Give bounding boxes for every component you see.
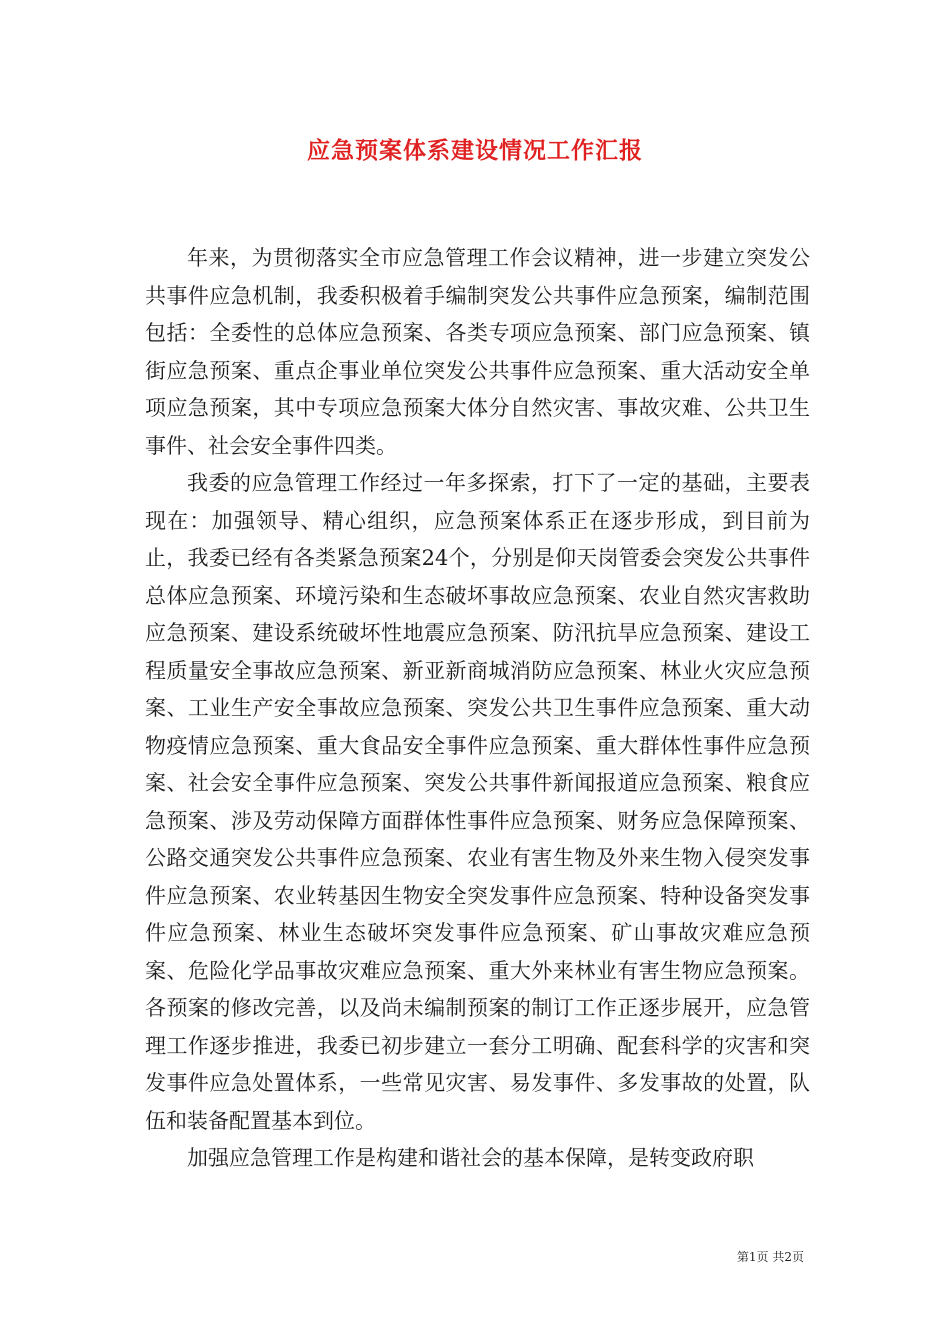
document-title: 应急预案体系建设情况工作汇报	[307, 137, 643, 164]
page-number-footer: 第1页 共2页	[736, 1250, 804, 1264]
paragraph-2: 我委的应急管理工作经过一年多探索，打下了一定的基础，主要表现在：加强领导、精心组织，应急预案体系正在逐步形成，到目前为止，我委已经有各类紧急预案24个，分别是仰天岗管委会突发公共事件总体应急预案、环境污染和生态破坏事故应急预案、农业自然灾害救助应急预案、建设系统破坏性地震应急预案、防汛抗旱应急预案、建设工程质量安全事故应急预案、新亚新商城消防应急预案、林业火灾应急预案、工业生产安全事故应急预案、突发公共卫生事件应急预案、重大动物疫情应急预案、重大食品安全事件应急预案、重大群体性事件应急预案、社会安全事件应急预案、突发公共事件新闻报道应急预案、粮食应急预案、涉及劳动保障方面群体性事件应急预案、财务应急保障预案、公路交通突发公共事件应急预案、农业有害生物及外来生物入侵突发事件应急预案、农业转基因生物安全突发事件应急预案、特种设备突发事件应急预案、林业生态破坏突发事件应急预案、矿山事故灾难应急预案、危险化学品事故灾难应急预案、重大外来林业有害生物应急预案。各预案的修改完善，以及尚未编制预案的制订工作正逐步展开，应急管理工作逐步推进，我委已初步建立一套分工明确、配套科学的灾害和突发事件应急处置体系，一些常见灾害、易发事件、多发事故的处置，队伍和装备配置基本到位。	[145, 471, 810, 1133]
paragraph-1: 年来，为贯彻落实全市应急管理工作会议精神，进一步建立突发公共事件应急机制，我委积极着手编制突发公共事件应急预案，编制范围包括：全委性的总体应急预案、各类专项应急预案、部门应急预案、镇街应急预案、重点企事业单位突发公共事件应急预案、重大活动安全单项应急预案，其中专项应急预案大体分自然灾害、事故灾难、公共卫生事件、社会安全事件四类。	[145, 246, 810, 458]
document-body	[145, 240, 810, 1178]
paragraph-3: 加强应急管理工作是构建和谐社会的基本保障，是转变政府职	[187, 1146, 754, 1170]
